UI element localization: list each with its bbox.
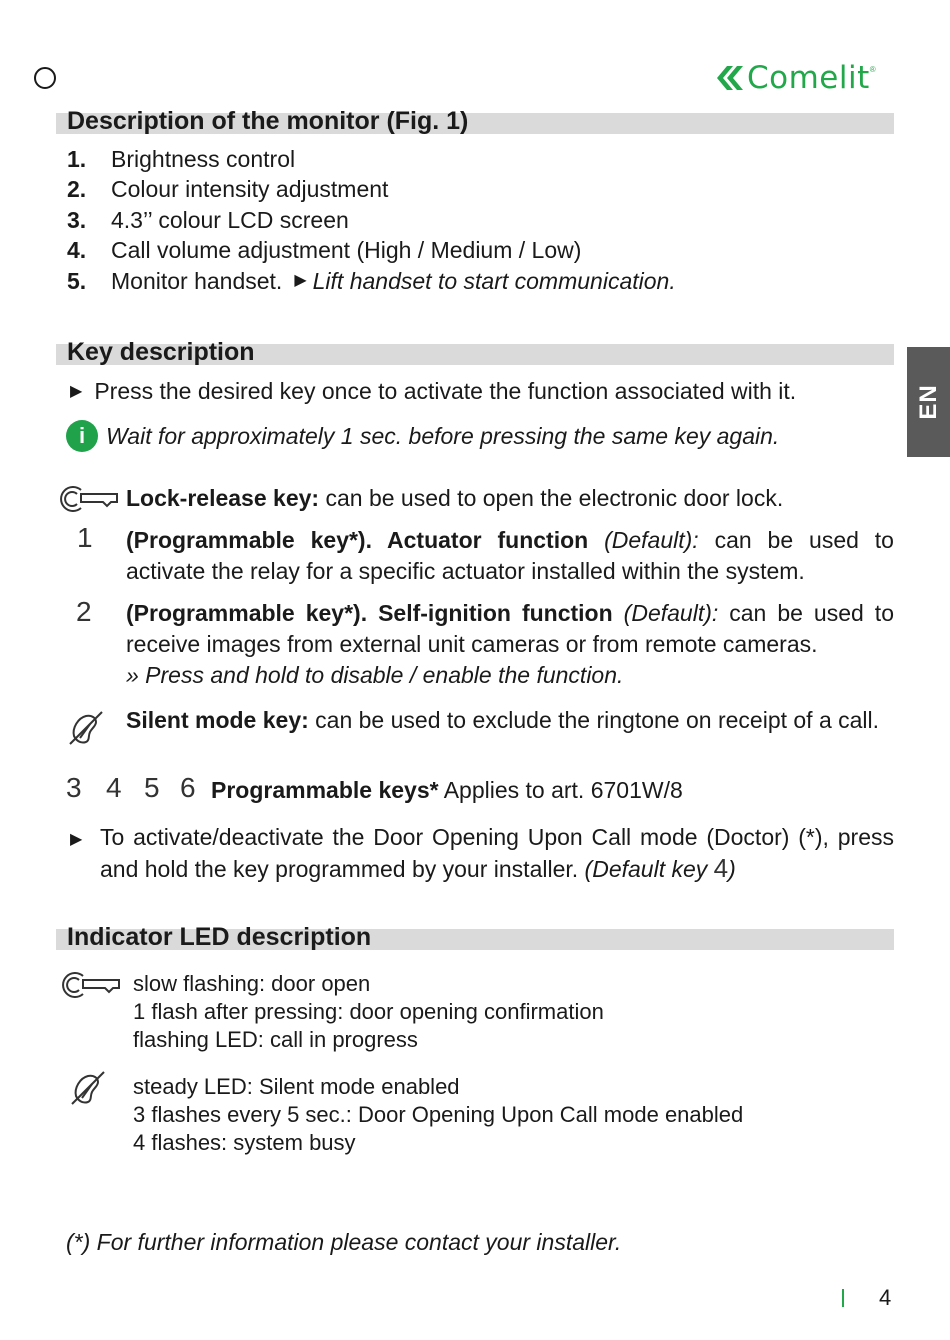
section-title-keys: Key description [67,338,255,366]
key-3-icon: 3 [66,772,82,803]
footer-note: (*) For further information please contact your installer. [66,1229,622,1255]
language-tab-label: EN [914,384,942,420]
list-item [67,236,887,267]
key-2-text: can be used to receive images from external unit cameras or from remote cameras. [126,600,894,657]
key-1-default: (Default): [588,527,699,553]
wait-note-text: Wait for approximately 1 sec. before pressing the same key again. [106,422,780,449]
page-number: 4 [879,1285,892,1310]
programmable-keys-label: Programmable keys* [211,777,439,803]
programmable-keys-description [211,775,901,806]
triangle-bullet-icon: ▶ [70,831,83,848]
silent-key-label: Silent mode key: [126,707,309,733]
item-text: 4.3’’ colour LCD screen [111,206,349,233]
wait-note [66,420,896,452]
key-1-label: (Programmable key*). Actuator function [126,527,589,553]
registration-circle [34,67,56,89]
doctor-note-default: (Default key [584,856,708,882]
led-line: steady LED: Silent mode enabled [133,1074,460,1099]
comelit-mark-icon [713,64,745,92]
led-line: 1 flash after pressing: door opening confirmation [133,999,604,1024]
key-1-text: can be used to activate the relay for a specific actuator installed within the system. [126,527,894,584]
item-text: Colour intensity adjustment [111,176,389,203]
list-item [67,266,887,297]
programmable-keys-text: Applies to art. 6701W/8 [438,777,683,803]
key-2-label: (Programmable key*). Self-ignition function [126,600,613,626]
lock-key-description [126,483,896,514]
silent-led-list [133,1073,893,1157]
lock-release-key-icon [55,484,121,514]
key-4-icon: 4 [713,853,729,883]
lock-key-text: can be used to open the electronic door lock. [319,485,784,511]
silent-mode-icon [68,1068,108,1108]
key-2-description [126,598,894,660]
list-item [67,205,887,236]
key-2-icon: 2 [76,596,92,627]
item-text: Monitor handset. [111,267,283,294]
key-1-icon: 1 [77,522,93,553]
item-number: 4. [67,237,87,264]
silent-mode-icon [66,708,106,748]
key-1-description [126,525,894,587]
item-number: 1. [67,145,87,172]
lock-key-label: Lock-release key: [126,485,320,511]
info-icon: i [66,420,98,452]
doctor-note [100,822,894,885]
section-title-led: Indicator LED description [67,923,372,951]
key-2-default: (Default): [612,600,719,626]
led-line: 4 flashes: system busy [133,1130,356,1155]
key-5-icon: 5 [144,772,160,803]
led-line: flashing LED: call in progress [133,1027,418,1052]
page-divider [842,1289,844,1307]
doctor-note-text: To activate/deactivate the Door Opening Upon Call mode (Doctor) (*), press and hold the key programmed by your installer. [100,824,894,882]
doctor-note-close: ) [728,856,736,882]
key-2-note: » Press and hold to disable / enable the function. [126,662,624,688]
list-item [67,144,887,175]
registered-mark: ® [869,64,876,74]
triangle-bullet-icon: ▶ [294,272,307,290]
item-text: Call volume adjustment (High / Medium / Low) [111,237,582,264]
programmable-keys-icons [66,772,206,808]
item-number: 2. [67,176,87,203]
monitor-parts-list [67,144,887,297]
lock-release-key-icon [57,970,123,1000]
led-line: 3 flashes every 5 sec.: Door Opening Upon Call mode enabled [133,1102,744,1127]
section-title-monitor: Description of the monitor (Fig. 1) [67,107,469,135]
list-item [67,175,887,206]
comelit-logo [713,60,876,96]
item-instruction: Lift handset to start communication. [312,267,676,294]
item-number: 5. [67,267,87,294]
item-text: Brightness control [111,145,296,172]
brand-name: Comelit [747,60,870,96]
item-number: 3. [67,206,87,233]
press-note [70,376,900,407]
press-note-text: Press the desired key once to activate the function associated with it. [94,378,797,404]
language-tab [907,347,950,457]
silent-key-description [126,705,894,736]
lock-led-list [133,970,893,1054]
silent-key-text: can be used to exclude the ringtone on receipt of a call. [308,707,880,733]
key-4-icon: 4 [106,772,122,803]
key-6-icon: 6 [180,772,196,803]
led-line: slow flashing: door open [133,971,371,996]
triangle-bullet-icon: ▶ [70,383,83,400]
